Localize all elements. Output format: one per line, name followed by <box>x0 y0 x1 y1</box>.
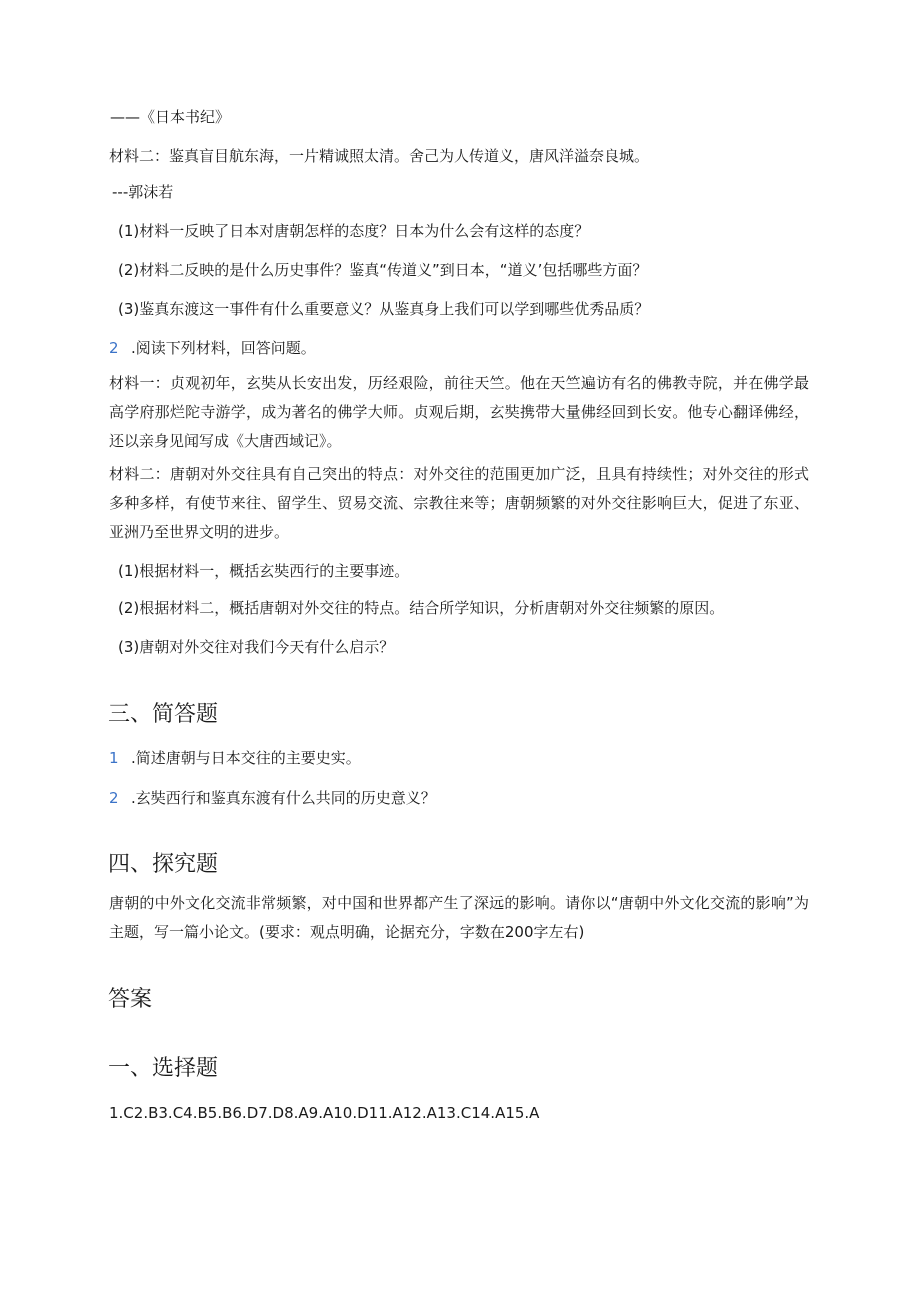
material-one-source: ——《日本书纪》 <box>110 108 231 126</box>
section-3-title: 三、简答题 <box>108 702 219 727</box>
q2-material-one: 材料一：贞观初年，玄奘从长安出发，历经艰险，前往天竺。他在天竺遍访有名的佛教寺院，并在佛学最高学府那烂陀寺游学，成为著名的佛学大师。贞观后期，玄奘携带大量佛经回到长安。他专心翻译佛经，还以亲身见闻写成《大唐西域记》。 <box>109 374 809 450</box>
q2-sub-question-1: (1)根据材料一，概括玄奘西行的主要事迹。 <box>118 562 410 580</box>
q2-heading <box>109 337 316 359</box>
section-4-prompt: 唐朝的中外文化交流非常频繁，对中国和世界都产生了深远的影响。请你以“唐朝中外文化交流的影响”为主题，写一篇小论文。(要求：观点明确，论据充分，字数在200字左右) <box>109 894 809 941</box>
q2-sub-question-2: (2)根据材料二，概括唐朝对外交往的特点。结合所学知识，分析唐朝对外交往频繁的原因。 <box>118 599 725 617</box>
answers-section-1-title: 一、选择题 <box>108 1056 219 1081</box>
q2-prompt: .阅读下列材料，回答问题。 <box>131 339 316 357</box>
answers-choice-list: 1.C2.B3.C4.B5.B6.D7.D8.A9.A10.D11.A12.A13.C14.A15.A <box>109 1104 540 1122</box>
q1-sub-question-3: (3)鉴真东渡这一事件有什么重要意义？从鉴真身上我们可以学到哪些优秀品质？ <box>118 300 650 318</box>
section-3-item-1-text: .简述唐朝与日本交往的主要史实。 <box>131 749 361 767</box>
q2-material-two: 材料二：唐朝对外交往具有自己突出的特点：对外交往的范围更加广泛，且具有持续性；对外交往的形式多种多样，有使节来往、留学生、贸易交流、宗教往来等；唐朝频繁的对外交往影响巨大，促进了东亚、亚洲乃至世界文明的进步。 <box>109 465 809 541</box>
q2-number: 2 <box>109 339 119 357</box>
section-3-item-1 <box>109 747 361 769</box>
section-3-item-1-number: 1 <box>109 749 119 767</box>
q2-sub-question-3: (3)唐朝对外交往对我们今天有什么启示？ <box>118 638 395 656</box>
material-two-source: ---郭沫若 <box>112 183 174 201</box>
q1-sub-question-1: (1)材料一反映了日本对唐朝怎样的态度？日本为什么会有这样的态度？ <box>118 222 590 240</box>
section-3-item-2-text: .玄奘西行和鉴真东渡有什么共同的历史意义？ <box>131 789 436 807</box>
section-3-item-2-number: 2 <box>109 789 119 807</box>
answers-title: 答案 <box>108 987 153 1012</box>
section-3-item-2 <box>109 787 436 809</box>
section-4-title: 四、探究题 <box>108 852 219 877</box>
q1-sub-question-2: (2)材料二反映的是什么历史事件？鉴真“传道义”到日本，“道义’包括哪些方面？ <box>118 261 648 279</box>
material-two-text: 材料二：鉴真盲目航东海，一片精诚照太清。舍己为人传道义，唐风洋溢奈良城。 <box>109 147 650 165</box>
